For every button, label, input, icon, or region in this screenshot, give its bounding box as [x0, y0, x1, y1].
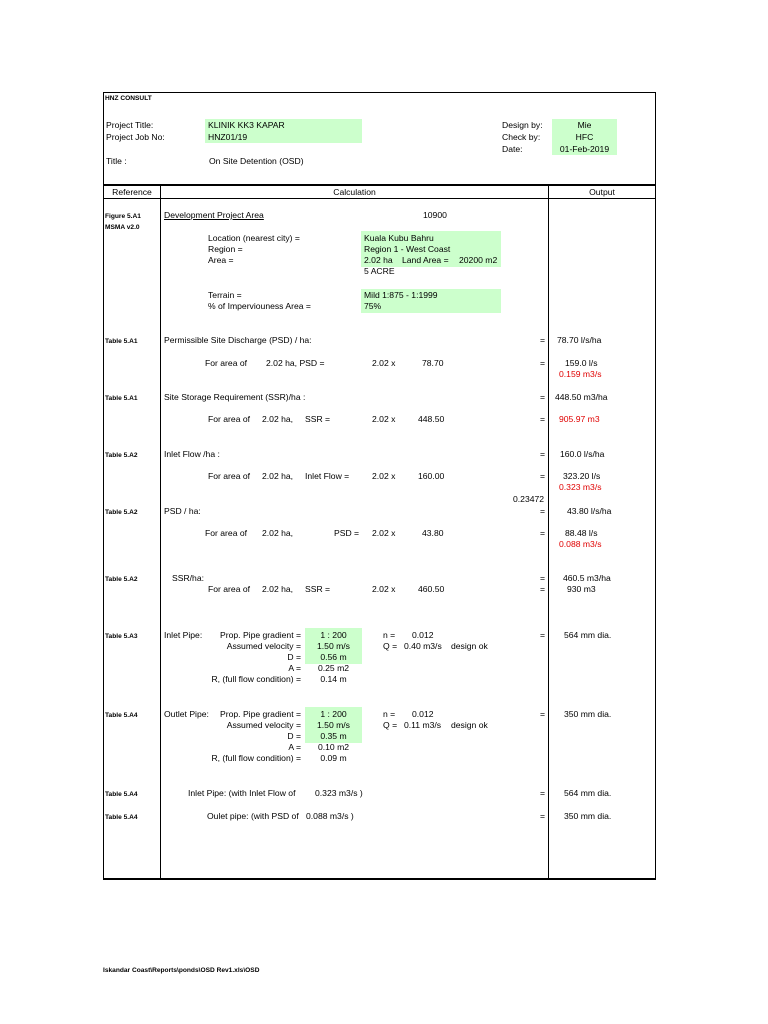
- footer-file-path: Iskandar Coast\Reports\ponds\OSD Rev1.xls\OSD: [103, 967, 260, 974]
- region-label: Region =: [208, 244, 243, 254]
- outlet-pipe-a-value: 0.10 m2: [317, 742, 350, 752]
- outlet-pipe-q-label: Q =: [383, 720, 398, 730]
- inlet-pipe-equals: =: [540, 630, 546, 640]
- inlet-pipe-q-label: Q =: [383, 641, 398, 651]
- outlet-pipe-design-ok: design ok: [451, 720, 488, 730]
- inlet-pipe-q-value: 0.40 m3/s: [404, 641, 442, 651]
- ssr2-label: SSR/ha:: [172, 573, 205, 583]
- ssr-name: SSR =: [305, 414, 331, 424]
- ref-summary-outlet: Table 5.A4: [105, 814, 138, 821]
- ssr-area: 2.02 ha,: [262, 414, 294, 424]
- acre-value: 5 ACRE: [364, 266, 395, 276]
- inlet-flow-equals-2: =: [540, 471, 546, 481]
- outlet-pipe-label: Outlet Pipe:: [164, 709, 209, 719]
- psd2-area: 2.02 ha,: [262, 528, 294, 538]
- col-divider-output: [548, 184, 549, 880]
- title-value: On Site Detention (OSD): [209, 156, 304, 166]
- inlet-flow-equals: =: [540, 449, 546, 459]
- summary-outlet-output: 350 mm dia.: [564, 811, 612, 821]
- psd2-name: PSD =: [334, 528, 360, 538]
- inlet-flow-mult: 2.02 x: [372, 471, 396, 481]
- inlet-pipe-output: 564 mm dia.: [564, 630, 612, 640]
- ssr-equals: =: [540, 392, 546, 402]
- psd-output: 78.70 l/s/ha: [557, 335, 602, 345]
- inlet-pipe-label: Inlet Pipe:: [164, 630, 203, 640]
- psd2-for-area-label: For area of: [205, 528, 248, 538]
- psd-output-m3s: 0.159 m3/s: [559, 369, 602, 379]
- impervious-value: 75%: [364, 301, 382, 311]
- header-divider-top: [103, 184, 656, 186]
- summary-inlet-equals: =: [540, 788, 546, 798]
- inlet-flow-output-m3s: 0.323 m3/s: [559, 482, 602, 492]
- summary-outlet-equals: =: [540, 811, 546, 821]
- outlet-pipe-equals: =: [540, 709, 546, 719]
- outlet-pipe-output: 350 mm dia.: [564, 709, 612, 719]
- inlet-flow-for-area-label: For area of: [208, 471, 251, 481]
- job-no-label: Project Job No:: [106, 132, 165, 142]
- outlet-pipe-velocity-value: 1.50 m/s: [317, 720, 350, 730]
- ref-summary-inlet: Table 5.A4: [105, 791, 138, 798]
- outlet-pipe-n-value: 0.012: [412, 709, 434, 719]
- land-area-value: 20200 m2: [459, 255, 498, 265]
- ssr2-equals-2: =: [540, 584, 546, 594]
- ref-psd2: Table 5.A2: [105, 509, 138, 516]
- inlet-flow-area: 2.02 ha,: [262, 471, 294, 481]
- check-by-value: HFC: [575, 132, 594, 142]
- psd2-label: PSD / ha:: [164, 506, 201, 516]
- inlet-pipe-d-label: D =: [287, 652, 301, 662]
- outlet-pipe-r-value: 0.09 m: [320, 753, 347, 763]
- summary-inlet-output: 564 mm dia.: [564, 788, 612, 798]
- psd-equals-2: =: [540, 358, 546, 368]
- psd-mult: 2.02 x: [372, 358, 396, 368]
- psd-for-area-label: For area of: [205, 358, 248, 368]
- summary-inlet-value: 0.323 m3/s ): [315, 788, 363, 798]
- ssr2-area: 2.02 ha,: [262, 584, 294, 594]
- terrain-value: Mild 1:875 - 1:1999: [364, 290, 438, 300]
- ref-psd: Table 5.A1: [105, 338, 138, 345]
- outlet-pipe-d-value: 0.35 m: [320, 731, 347, 741]
- design-by-label: Design by:: [502, 120, 543, 130]
- psd2-output-ls: 88.48 l/s: [565, 528, 598, 538]
- title-label: Title :: [106, 156, 127, 166]
- inlet-pipe-gradient-value: 1 : 200: [320, 630, 347, 640]
- ssr-mult: 2.02 x: [372, 414, 396, 424]
- ssr-output: 448.50 m3/ha: [555, 392, 608, 402]
- col-header-output: Output: [589, 187, 615, 197]
- ref-ssr: Table 5.A1: [105, 395, 138, 402]
- project-title-value: KLINIK KK3 KAPAR: [208, 120, 285, 130]
- ssr-factor: 448.50: [418, 414, 445, 424]
- summary-outlet-label: Oulet pipe: (with PSD of: [207, 811, 299, 821]
- outlet-pipe-r-label: R, (full flow condition) =: [211, 753, 301, 763]
- psd-equals: =: [540, 335, 546, 345]
- inlet-flow-factor: 160.00: [418, 471, 445, 481]
- frame-top: [103, 92, 656, 93]
- psd2-factor: 43.80: [422, 528, 444, 538]
- inlet-pipe-n-label: n =: [383, 630, 396, 640]
- location-value: Kuala Kubu Bahru: [364, 233, 434, 243]
- ssr2-equals: =: [540, 573, 546, 583]
- frame-right: [655, 92, 656, 880]
- job-no-value: HNZ01/19: [208, 132, 248, 142]
- inlet-pipe-d-value: 0.56 m: [320, 652, 347, 662]
- dev-area-value: 10900: [423, 210, 447, 220]
- outlet-pipe-q-value: 0.11 m3/s: [404, 720, 442, 730]
- ssr2-name: SSR =: [305, 584, 331, 594]
- ssr-output-m3: 905.97 m3: [559, 414, 600, 424]
- ref-msma: MSMA v2.0: [105, 224, 140, 231]
- ssr-label: Site Storage Requirement (SSR)/ha :: [164, 392, 306, 402]
- inlet-flow-output: 160.0 l/s/ha: [560, 449, 605, 459]
- outlet-pipe-velocity-label: Assumed velocity =: [226, 720, 301, 730]
- ssr2-output-m3: 930 m3: [567, 584, 596, 594]
- inlet-pipe-design-ok: design ok: [451, 641, 488, 651]
- col-divider-ref: [160, 184, 161, 880]
- ref-ssr2: Table 5.A2: [105, 576, 138, 583]
- ref-inlet-flow: Table 5.A2: [105, 452, 138, 459]
- outlet-pipe-d-label: D =: [287, 731, 301, 741]
- design-by-value: Mie: [577, 120, 592, 130]
- outlet-pipe-gradient-value: 1 : 200: [320, 709, 347, 719]
- ssr-equals-2: =: [540, 414, 546, 424]
- inlet-pipe-r-label: R, (full flow condition) =: [211, 674, 301, 684]
- ssr-for-area-label: For area of: [208, 414, 251, 424]
- inlet-flow-name: Inlet Flow =: [305, 471, 350, 481]
- frame-bottom: [103, 878, 656, 880]
- outlet-pipe-gradient-label: Prop. Pipe gradient =: [220, 709, 301, 719]
- check-by-label: Check by:: [502, 132, 541, 142]
- inlet-pipe-a-label: A =: [288, 663, 301, 673]
- col-header-calculation: Calculation: [333, 187, 376, 197]
- inlet-pipe-n-value: 0.012: [412, 630, 434, 640]
- impervious-label: % of Imperviouness Area =: [208, 301, 311, 311]
- psd-label: Permissible Site Discharge (PSD) / ha:: [164, 335, 312, 345]
- psd2-output: 43.80 l/s/ha: [567, 506, 612, 516]
- ssr2-mult: 2.02 x: [372, 584, 396, 594]
- inlet-flow-output-ls: 323.20 l/s: [563, 471, 601, 481]
- project-title-label: Project Title:: [106, 120, 154, 130]
- summary-outlet-value: 0.088 m3/s ): [306, 811, 354, 821]
- outlet-pipe-n-label: n =: [383, 709, 396, 719]
- ssr2-output: 460.5 m3/ha: [563, 573, 611, 583]
- area-ha: 2.02 ha: [364, 255, 393, 265]
- psd2-output-m3s: 0.088 m3/s: [559, 539, 602, 549]
- ssr2-for-area-label: For area of: [208, 584, 251, 594]
- inlet-pipe-a-value: 0.25 m2: [317, 663, 350, 673]
- inlet-pipe-gradient-label: Prop. Pipe gradient =: [220, 630, 301, 640]
- psd2-equals: =: [540, 506, 546, 516]
- psd2-mult: 2.02 x: [372, 528, 396, 538]
- inlet-flow-label: Inlet Flow /ha :: [164, 449, 220, 459]
- inlet-pipe-r-value: 0.14 m: [320, 674, 347, 684]
- psd-area: 2.02 ha, PSD =: [266, 358, 325, 368]
- psd-output-ls: 159.0 l/s: [565, 358, 598, 368]
- psd-factor: 78.70: [422, 358, 444, 368]
- outlet-pipe-a-label: A =: [288, 742, 301, 752]
- inlet-pipe-velocity-value: 1.50 m/s: [317, 641, 350, 651]
- ref-inlet-pipe: Table 5.A3: [105, 633, 138, 640]
- summary-inlet-label: Inlet Pipe: (with Inlet Flow of: [188, 788, 296, 798]
- inlet-pipe-velocity-label: Assumed velocity =: [226, 641, 301, 651]
- ssr2-factor: 460.50: [418, 584, 445, 594]
- frame-left: [103, 92, 104, 880]
- header-divider-bottom: [103, 198, 656, 199]
- land-area-label: Land Area =: [402, 255, 449, 265]
- dev-area-label: Development Project Area: [164, 210, 264, 220]
- location-label: Location (nearest city) =: [208, 233, 300, 243]
- ref-outlet-pipe: Table 5.A4: [105, 712, 138, 719]
- psd2-equals-2: =: [540, 528, 546, 538]
- company-name: HNZ CONSULT: [105, 95, 152, 102]
- date-value: 01-Feb-2019: [559, 144, 610, 154]
- terrain-label: Terrain =: [208, 290, 242, 300]
- psd2-extra-value: 0.23472: [513, 494, 545, 504]
- area-label: Area =: [208, 255, 234, 265]
- col-header-reference: Reference: [112, 187, 152, 197]
- region-value: Region 1 - West Coast: [364, 244, 451, 254]
- date-label: Date:: [502, 144, 523, 154]
- ref-figure-5a1: Figure 5.A1: [105, 213, 141, 220]
